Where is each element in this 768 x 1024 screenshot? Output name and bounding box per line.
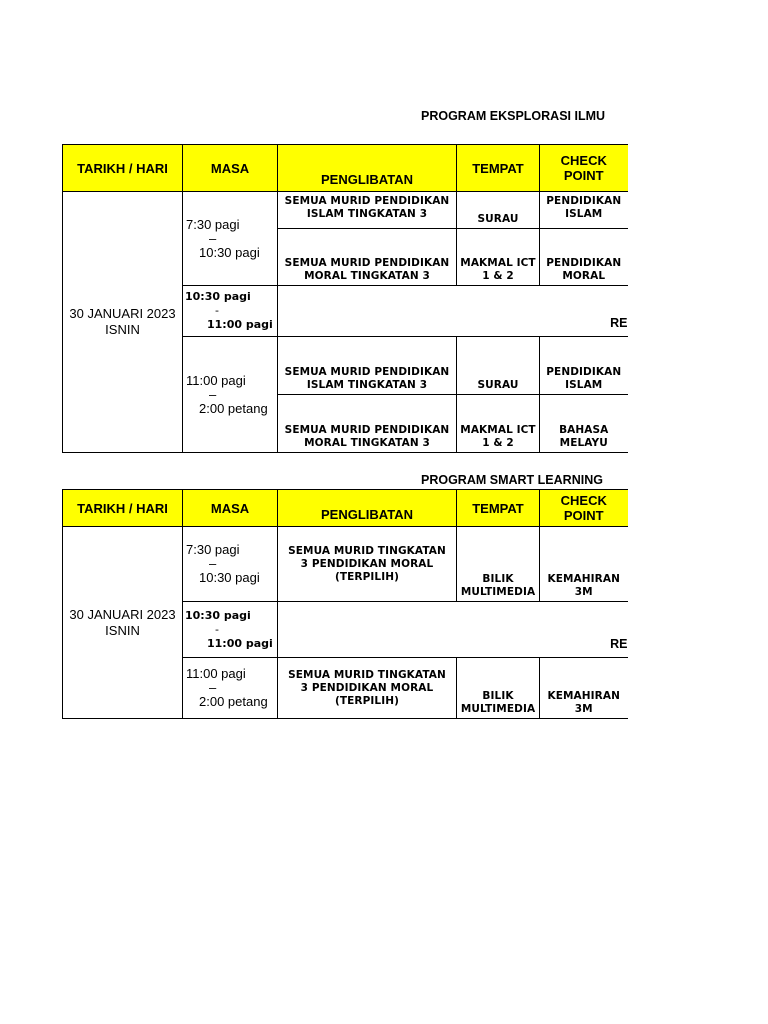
penglibatan-cell: SEMUA MURID PENDIDIKAN ISLAM TINGKATAN 3: [278, 192, 457, 229]
check-point-cell: PENDIDIKAN ISLAM: [540, 337, 628, 395]
date-cell: [63, 192, 183, 453]
day-text: ISNIN: [105, 322, 140, 337]
tempat-cell: MAKMAL ICT 1 & 2: [457, 395, 540, 453]
header-masa: MASA: [183, 145, 278, 192]
time-start: 7:30 pagi: [186, 216, 240, 232]
program-title: PROGRAM EKSPLORASI ILMU: [421, 109, 606, 123]
break-label: RE: [610, 316, 628, 330]
break-label: RE: [610, 637, 628, 651]
time-start: 7:30 pagi: [186, 542, 240, 557]
check-point-cell: KEMAHIRAN 3M: [540, 658, 628, 719]
tempat-cell: BILIK MULTIMEDIA: [457, 527, 540, 602]
time-start: 11:00 pagi: [186, 666, 246, 681]
break-time-end: 11:00 pagi: [207, 636, 273, 650]
time-end: 10:30 pagi: [199, 244, 260, 260]
header-check-point: CHECK POINT: [540, 490, 628, 527]
check-point-cell: PENDIDIKAN ISLAM: [540, 192, 628, 229]
tempat-cell: SURAU: [457, 337, 540, 395]
penglibatan-cell: SEMUA MURID TINGKATAN 3 PENDIDIKAN MORAL (TERPILIH): [278, 527, 457, 602]
header-row: [63, 145, 628, 192]
time-end: 10:30 pagi: [199, 570, 260, 585]
time-slot-1: [183, 527, 278, 602]
header-check-point: CHECK POINT: [540, 145, 628, 192]
schedule-table-eksplorasi: [62, 144, 628, 453]
break-time-dash: -: [215, 622, 219, 636]
time-dash: –: [209, 230, 217, 246]
penglibatan-cell: SEMUA MURID PENDIDIKAN MORAL TINGKATAN 3: [278, 229, 457, 286]
time-start: 11:00 pagi: [186, 372, 246, 388]
header-tempat: TEMPAT: [457, 490, 540, 527]
tempat-cell: MAKMAL ICT 1 & 2: [457, 229, 540, 286]
time-slot-1: [183, 192, 278, 286]
time-end: 2:00 petang: [199, 400, 268, 416]
break-cell: [278, 602, 628, 658]
penglibatan-cell: SEMUA MURID PENDIDIKAN ISLAM TINGKATAN 3: [278, 337, 457, 395]
check-point-cell: BAHASA MELAYU: [540, 395, 628, 453]
header-tarikh: TARIKH / HARI: [63, 490, 183, 527]
header-row: [63, 490, 628, 527]
check-point-cell: KEMAHIRAN 3M: [540, 527, 628, 602]
header-penglibatan: PENGLIBATAN: [278, 145, 457, 192]
break-time-dash: -: [215, 304, 219, 317]
tempat-cell: SURAU: [457, 192, 540, 229]
date-text: 30 JANUARI 2023: [69, 606, 176, 622]
time-slot-2: [183, 658, 278, 719]
table-row: [63, 527, 628, 602]
penglibatan-cell: SEMUA MURID PENDIDIKAN MORAL TINGKATAN 3: [278, 395, 457, 453]
date-cell: [63, 527, 183, 719]
header-masa: MASA: [183, 490, 278, 527]
date-text: 30 JANUARI 2023: [69, 306, 176, 321]
break-time-start: 10:30 pagi: [185, 608, 251, 622]
tempat-cell: BILIK MULTIMEDIA: [457, 658, 540, 719]
time-dash: –: [209, 386, 217, 402]
break-time-start: 10:30 pagi: [185, 290, 251, 303]
time-slot-2: [183, 337, 278, 453]
table-row: [63, 192, 628, 229]
time-slot-break: [183, 602, 278, 658]
penglibatan-cell: SEMUA MURID TINGKATAN 3 PENDIDIKAN MORAL (TERPILIH): [278, 658, 457, 719]
break-cell: [278, 286, 628, 337]
header-tempat: TEMPAT: [457, 145, 540, 192]
day-text: ISNIN: [105, 622, 140, 638]
check-point-cell: PENDIDIKAN MORAL: [540, 229, 628, 286]
program-title: PROGRAM SMART LEARNING: [421, 473, 603, 487]
header-penglibatan: PENGLIBATAN: [278, 490, 457, 527]
time-slot-break: [183, 286, 278, 337]
time-dash: –: [209, 556, 217, 571]
schedule-table-smart-learning: [62, 489, 628, 719]
time-end: 2:00 petang: [199, 694, 268, 709]
time-dash: –: [209, 680, 217, 695]
break-time-end: 11:00 pagi: [207, 318, 273, 331]
header-tarikh: TARIKH / HARI: [63, 145, 183, 192]
